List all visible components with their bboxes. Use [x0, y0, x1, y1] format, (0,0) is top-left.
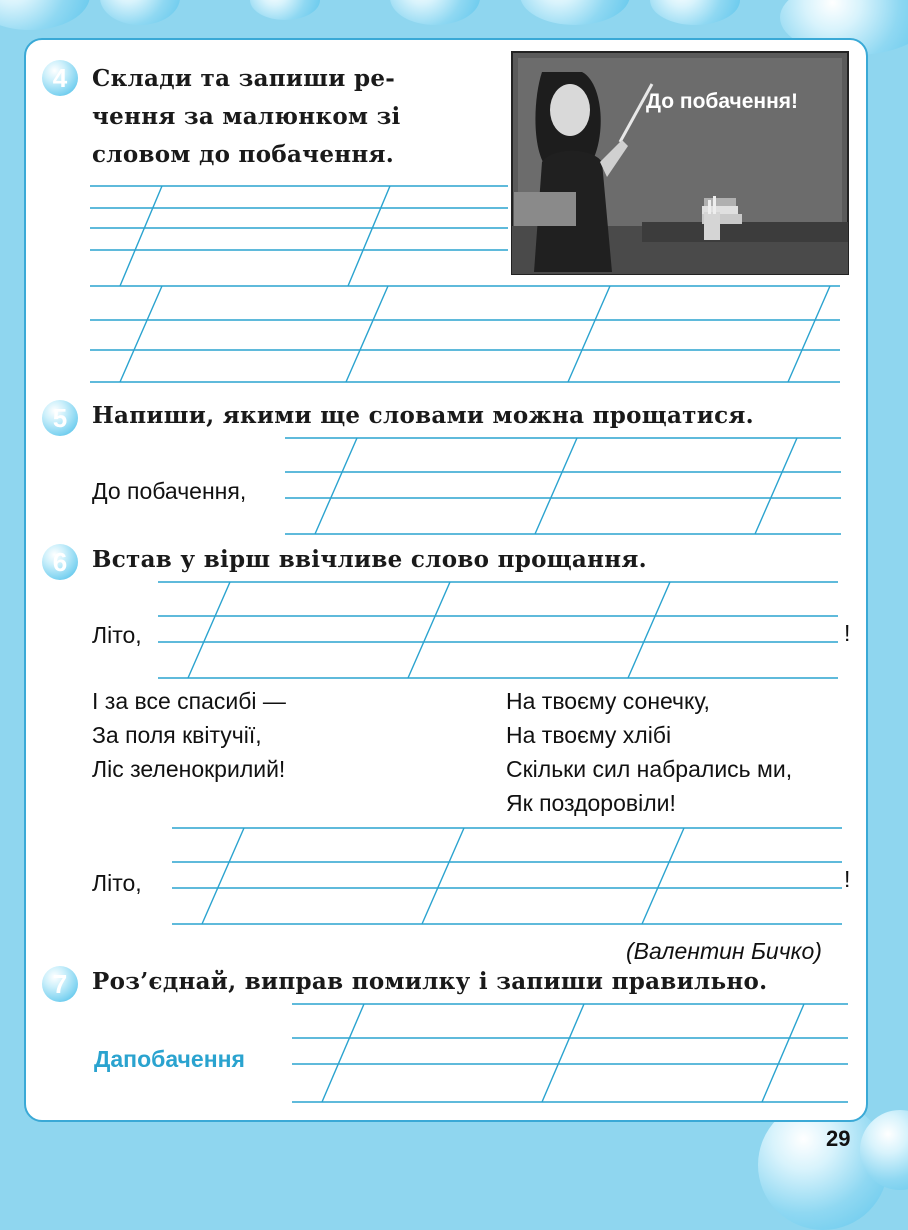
task-4-line: словом до побачення.	[92, 141, 395, 168]
task-7-instruction: Роз’єднай, виправ помилку і запиши правильно.	[92, 968, 768, 995]
task-5-prefix: До побачення,	[92, 478, 247, 504]
writing-lines[interactable]	[172, 822, 844, 932]
bubble-decoration	[390, 0, 480, 25]
bubble-decoration	[520, 0, 630, 25]
bubble-decoration	[250, 0, 320, 20]
exclamation-mark: !	[844, 866, 851, 892]
page-number: 29	[826, 1126, 851, 1151]
task-5-instruction: Напиши, якими ще словами можна прощатися.	[92, 402, 754, 429]
poem-author: (Валентин Бичко)	[626, 938, 822, 964]
poem-line: Скільки сил набрались ми,	[506, 756, 793, 782]
poem-line-prefix: Літо,	[92, 622, 142, 648]
task-4-instruction	[92, 60, 401, 174]
desk	[642, 222, 848, 242]
task-4-line: Склади та запиши ре-	[92, 65, 396, 92]
bubble-decoration	[650, 0, 740, 25]
poem-line: Як поздоровіли!	[506, 790, 676, 816]
writing-lines[interactable]	[285, 432, 845, 542]
poem-left-stanza	[92, 684, 286, 786]
poem-line: Ліс зеленокрилий!	[92, 756, 286, 782]
task-number-badge: 4	[42, 60, 78, 96]
poem-line-prefix: Літо,	[92, 870, 142, 896]
writing-lines[interactable]	[90, 280, 842, 390]
task-number-badge: 7	[42, 966, 78, 1002]
task-number-badge: 5	[42, 400, 78, 436]
book	[514, 192, 576, 226]
bubble-decoration	[100, 0, 180, 25]
poem-line: На твоєму сонечку,	[506, 688, 710, 714]
writing-lines[interactable]	[292, 998, 852, 1110]
poem-right-stanza	[506, 684, 792, 820]
bubble-decoration	[0, 0, 90, 30]
task-number-badge: 6	[42, 544, 78, 580]
task-6-instruction: Встав у вірш ввічливе слово прощання.	[92, 546, 647, 573]
board-text: До побачення!	[646, 90, 799, 113]
poem-line: І за все спасибі —	[92, 688, 286, 714]
teacher-illustration	[512, 52, 848, 274]
writing-lines[interactable]	[158, 576, 842, 686]
teacher-face	[550, 84, 590, 136]
writing-lines[interactable]	[90, 180, 510, 290]
task-4-line: чення за малюнком зі	[92, 103, 401, 130]
poem-line: На твоєму хлібі	[506, 722, 672, 748]
task-7-word: Дапобачення	[94, 1046, 245, 1072]
exclamation-mark: !	[844, 620, 851, 646]
poem-line: За поля квітучії,	[92, 722, 262, 748]
